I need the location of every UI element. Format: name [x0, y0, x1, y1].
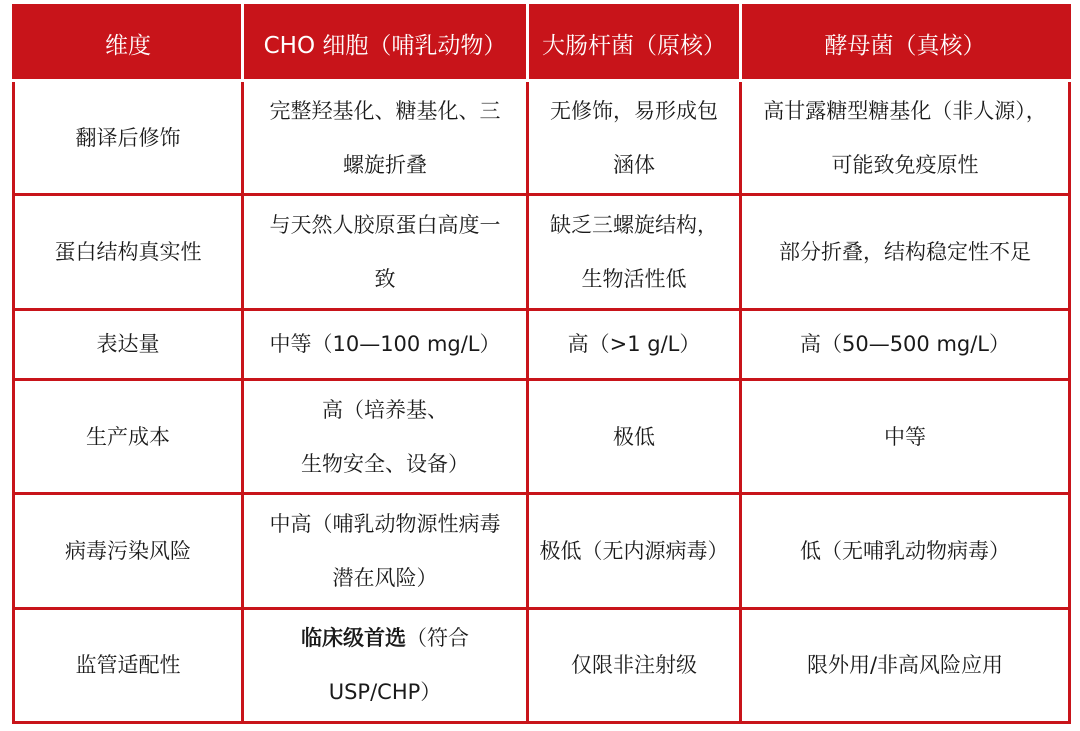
cell-dimension: 表达量	[14, 309, 243, 379]
cell-cho: 中等（10—100 mg/L）	[243, 309, 528, 379]
cell-dimension: 监管适配性	[14, 608, 243, 722]
table-row	[14, 608, 1070, 722]
cell-dimension: 病毒污染风险	[14, 494, 243, 608]
cell-cho: 中高（哺乳动物源性病毒 潜在风险）	[243, 494, 528, 608]
cell-ecoli: 缺乏三螺旋结构， 生物活性低	[528, 195, 741, 309]
table-row	[14, 81, 1070, 195]
cell-cho: 高（培养基、 生物安全、设备）	[243, 379, 528, 493]
cell-ecoli: 无修饰，易形成包 涵体	[528, 81, 741, 195]
table-row	[14, 309, 1070, 379]
table-row	[14, 195, 1070, 309]
cell-dimension: 蛋白结构真实性	[14, 195, 243, 309]
cell-ecoli: 仅限非注射级	[528, 608, 741, 722]
cell-dimension: 生产成本	[14, 379, 243, 493]
table-row	[14, 494, 1070, 608]
cho-bold-text: 临床级首选	[301, 626, 406, 651]
header-yeast: 酵母菌（真核）	[741, 6, 1070, 81]
cell-ecoli: 极低（无内源病毒）	[528, 494, 741, 608]
cell-yeast: 低（无哺乳动物病毒）	[741, 494, 1070, 608]
cell-yeast: 部分折叠，结构稳定性不足	[741, 195, 1070, 309]
cell-ecoli: 极低	[528, 379, 741, 493]
header-cho: CHO 细胞（哺乳动物）	[243, 6, 528, 81]
cell-yeast: 中等	[741, 379, 1070, 493]
cell-yeast: 高（50—500 mg/L）	[741, 309, 1070, 379]
cell-dimension: 翻译后修饰	[14, 81, 243, 195]
cell-cho: 与天然人胶原蛋白高度一 致	[243, 195, 528, 309]
table-row	[14, 379, 1070, 493]
cell-cho: 临床级首选（符合 USP/CHP）	[243, 608, 528, 722]
cell-cho: 完整羟基化、糖基化、三 螺旋折叠	[243, 81, 528, 195]
cell-yeast: 限外用/非高风险应用	[741, 608, 1070, 722]
cell-ecoli: 高（>1 g/L）	[528, 309, 741, 379]
cell-yeast: 高甘露糖型糖基化（非人源）， 可能致免疫原性	[741, 81, 1070, 195]
comparison-table	[12, 4, 1071, 724]
header-ecoli: 大肠杆菌（原核）	[528, 6, 741, 81]
header-dimension: 维度	[14, 6, 243, 81]
header-row	[14, 6, 1070, 81]
